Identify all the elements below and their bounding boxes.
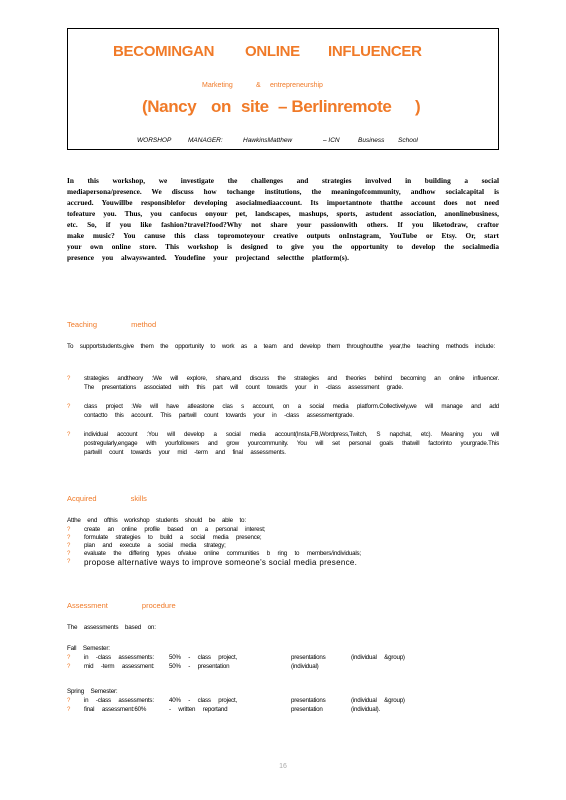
bullet-icon: ?: [67, 655, 71, 661]
bullet-icon: ?: [67, 551, 71, 557]
course-header-box: [67, 28, 499, 150]
teaching-intro: To supportstudents,give them the opportunity to work as a team and develop them throughoutthe year,the teaching methods include:: [67, 343, 495, 350]
bullet-icon: ?: [67, 535, 71, 541]
location-word: on: [211, 97, 231, 116]
assessment-heading: Assessment procedure: [67, 601, 176, 610]
bullet-icon: ?: [67, 404, 71, 411]
location-word: (Nancy: [142, 97, 197, 116]
location-word: ): [415, 97, 421, 116]
list-item: ? propose alternative ways to improve someone's social media presence.: [67, 558, 358, 567]
spring-semester-label: Spring Semester:: [67, 688, 118, 695]
bullet-icon: ?: [67, 698, 71, 704]
manager-word: – ICN: [323, 137, 340, 144]
intro-paragraph: In this workshop, we investigate the challenges and strategies involved in building a social mediapersona/presence. We discuss how tochange institutions, the meaningofcommunity, andhow socialcapital is accrued. Youwillbe responsiblefor developing asocialmediaaccount. Its importantnote thatthe account does not need tofeature you. Thus, you canfocus onyour pet, landscapes, mashups, sports, astudent association, anonlinebusiness, etc. So, if you like fashion?travel?food?Why not share your passionwith others. If you liketodraw, craftor make music? You canuse this class topromoteyour creative outputs onInstagram, YouTube or Etsy. Or, start your own online store. This workshop is designed to give you the opportunity to develop the socialmedia presence you alwayswanted. Youdefine your projectand selectthe platform(s).: [67, 176, 499, 262]
page-number: 16: [279, 763, 287, 770]
list-item: ? plan and execute a social media strategy;: [67, 542, 226, 549]
subtitle-word: &: [256, 82, 261, 89]
title-word: BECOMINGAN: [113, 43, 215, 60]
bullet-icon: ?: [67, 559, 71, 565]
fall-assessment-list: [67, 654, 499, 671]
subtitle-word: entrepreneurship: [270, 82, 323, 89]
manager-word: Business: [358, 137, 385, 144]
bullet-icon: ?: [67, 663, 71, 670]
list-item: ? in -class assessments: 40% - class project, presentations (individual &group): [67, 697, 405, 704]
list-item: ? class project :We will have atleastone clas s account, on a social media platform.Collectively,we will manage and add contactto this account. This partwill count towards your in -class assessmentgrade.: [67, 403, 499, 419]
acquired-skills-heading: Acquired skills: [67, 494, 147, 503]
subtitle-word: Marketing: [202, 82, 233, 89]
list-item: ? final assessment:60% - written reportand presentation (individual).: [67, 705, 381, 713]
manager-word: MANAGER:: [188, 137, 223, 144]
assessment-intro: The assessments based on:: [67, 624, 156, 631]
list-item: ? create an online profile based on a personal interest;: [67, 526, 266, 533]
list-item: ? in -class assessments: 50% - class project, presentations (individual &group): [67, 654, 405, 661]
list-item: ? individual account :You will develop a social media account(Insta,FB,Wordpress,Twitch, S napchat, etc). Meaning you will postregularly,engage with yourfollowers and grow yourcommunity. You will set personal goals thatwill factorinto yourgrade.This partwill count towards your mid -term and final assessments.: [67, 431, 499, 456]
list-item: ? mid -term assessment: 50% - presentation (individual): [67, 662, 319, 670]
bullet-icon: ?: [67, 432, 71, 439]
manager-word: HawkinsMatthew: [243, 137, 293, 144]
location-word: – Berlinremote: [278, 97, 392, 116]
teaching-method-list: [67, 375, 499, 468]
spring-assessment-list: [67, 697, 499, 714]
skills-list: [67, 526, 499, 567]
location-word: site: [241, 97, 269, 116]
bullet-icon: ?: [67, 527, 71, 533]
fall-semester-label: Fall Semester:: [67, 645, 110, 652]
bullet-icon: ?: [67, 706, 71, 713]
list-item: ? formulate strategies to build a social media presence;: [67, 534, 262, 541]
list-item: ? evaluate the differing types ofvalue online communities b ring to members/individuals;: [67, 550, 361, 557]
bullet-icon: ?: [67, 543, 71, 549]
title-word: INFLUENCER: [328, 43, 422, 60]
teaching-method-heading: Teaching method: [67, 320, 157, 329]
bullet-icon: ?: [67, 376, 71, 382]
skills-intro: Atthe end ofthis workshop students should be able to:: [67, 517, 246, 524]
list-item: ? strategies andtheory :We will explore, share,and discuss the strategies and theories behind becoming an online influencer. The presentations associated with this part will count towards your in -class assessment grade.: [67, 375, 499, 391]
title-word: ONLINE: [245, 43, 300, 60]
manager-word: WORSHOP: [137, 137, 172, 144]
manager-word: School: [398, 137, 418, 144]
